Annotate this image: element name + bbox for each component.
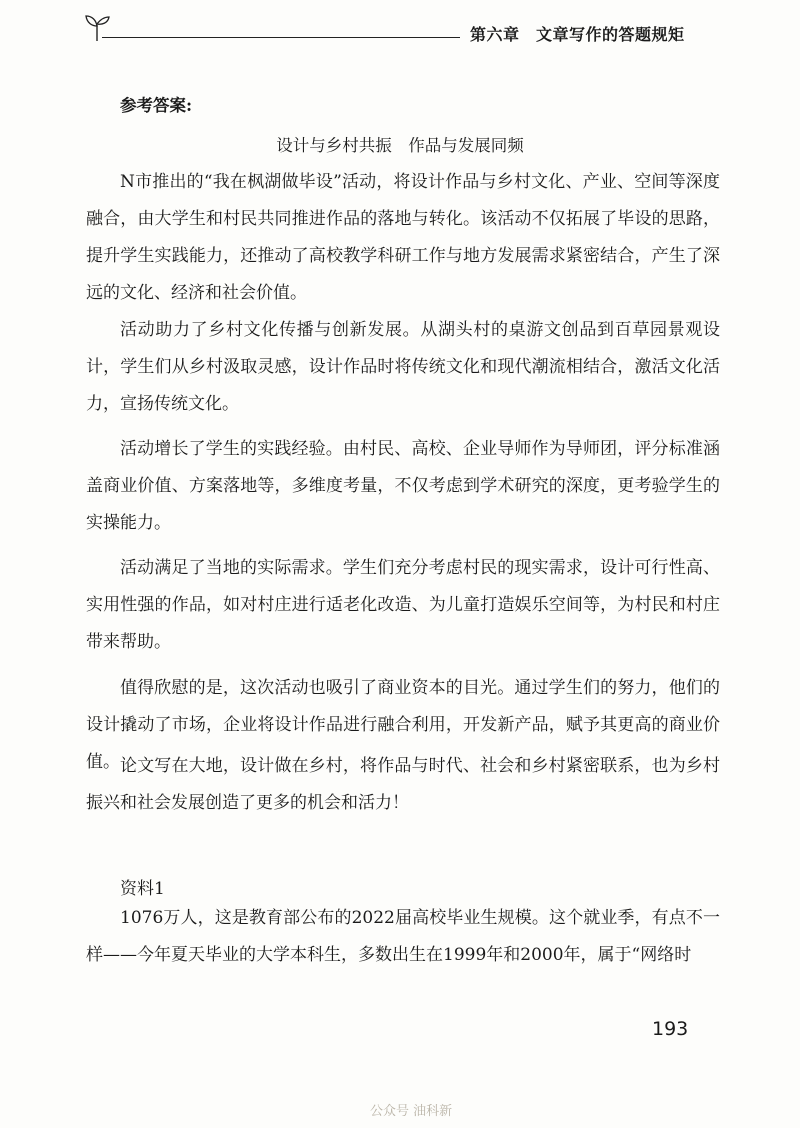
header-rule [102, 37, 460, 38]
answer-paragraph-3: 活动增长了学生的实践经验。由村民、高校、企业导师作为导师团，评分标准涵盖商业价值、方案落地等，多维度考量，不仅考虑到学术研究的深度，更考验学生的实操能力。 [86, 439, 720, 533]
answer-paragraph-4: 活动满足了当地的实际需求。学生们充分考虑村民的现实需求，设计可行性高、实用性强的作品，如对村庄进行适老化改造、为儿童打造娱乐空间等，为村民和村庄带来帮助。 [86, 558, 720, 652]
answer-paragraph-2: 活动助力了乡村文化传播与创新发展。从湖头村的桌游文创品到百草园景观设计，学生们从乡村汲取灵感，设计作品时将传统文化和现代潮流相结合，激活文化活力，宣扬传统文化。 [86, 320, 720, 414]
answer-paragraph-5: 值得欣慰的是，这次活动也吸引了商业资本的目光。通过学生们的努力，他们的设计撬动了市场，企业将设计作品进行融合利用，开发新产品，赋予其更高的商业价值。 [86, 678, 720, 772]
material-label: 资料1 [120, 879, 165, 899]
answer-label: 参考答案: [120, 96, 193, 115]
answer-title: 设计与乡村共振 作品与发展同频 [276, 136, 524, 155]
page-number: 193 [652, 1018, 689, 1040]
material-paragraph: 1076万人，这是教育部公布的2022届高校毕业生规模。这个就业季，有点不一样——今年夏天毕业的大学本科生，多数出生在1999年和2000年，属于“网络时 [86, 908, 720, 965]
answer-paragraph-6: 论文写在大地，设计做在乡村，将作品与时代、社会和乡村紧密联系，也为乡村振兴和社会发展创造了更多的机会和活力！ [86, 756, 720, 813]
chapter-title: 第六章 文章写作的答题规矩 [470, 25, 685, 44]
answer-paragraph-1: N市推出的“我在枫湖做毕设”活动，将设计作品与乡村文化、产业、空间等深度融合，由大学生和村民共同推进作品的落地与转化。该活动不仅拓展了毕设的思路，提升学生实践能力，还推动了高校教学科研工作与地方发展需求紧密结合，产生了深远的文化、经济和社会价值。 [86, 172, 720, 303]
watermark: 公众号 油科新 [370, 1104, 453, 1119]
